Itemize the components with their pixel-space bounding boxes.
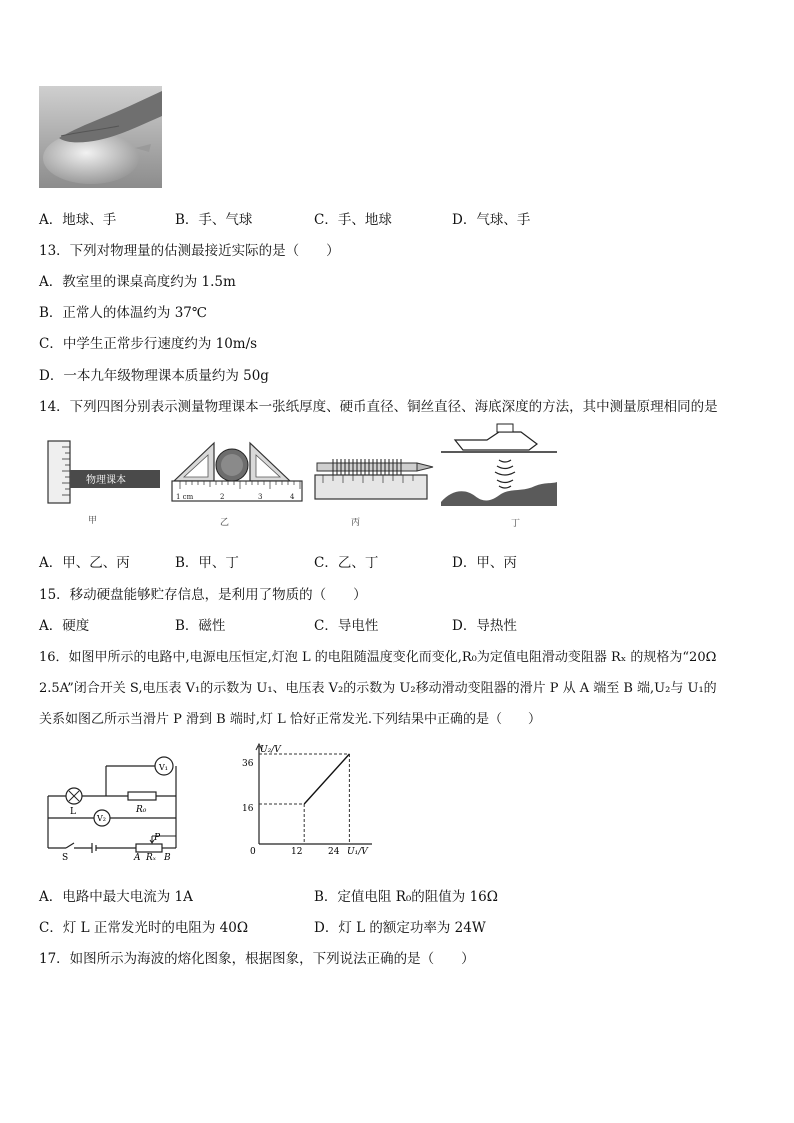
q13-option-b: B．正常人的体温约为 37℃ xyxy=(39,305,207,321)
q14-figure-bing xyxy=(313,437,438,527)
q16-stem-line1: 16．如图甲所示的电路中,电源电压恒定,灯泡 L 的电阻随温度变化而变化,R₀为定值电阻滑动变阻器 Rₓ 的规格为“20Ω xyxy=(39,650,717,665)
hand-balloon-photo xyxy=(39,86,162,188)
q13-option-d: D．一本九年级物理课本质量约为 50g xyxy=(39,368,269,384)
x-tick-24: 24 xyxy=(328,847,340,857)
q16-option-d: D．灯 L 的额定功率为 24W xyxy=(314,920,486,936)
q16-stem-line2: 2.5A”闭合开关 S,电压表 V₁的示数为 U₁、电压表 V₂的示数为 U₂移动滑动变阻器的滑片 P 从 A 端至 B 端,U₂与 U₁的 xyxy=(39,681,717,696)
ruler-tick-1: 1 cm xyxy=(176,493,194,501)
x-tick-0: 0 xyxy=(250,847,256,857)
y-tick-36: 36 xyxy=(242,759,254,769)
figure-label-yi: 乙 xyxy=(220,518,230,527)
q12-option-b: B．手、气球 xyxy=(175,212,253,228)
q15-option-c: C．导电性 xyxy=(314,618,379,634)
q12-option-c: C．手、地球 xyxy=(314,212,392,228)
q13-option-c: C．中学生正常步行速度约为 10m/s xyxy=(39,336,258,352)
ruler-tick-3: 3 xyxy=(258,493,263,501)
q15-option-b: B．磁性 xyxy=(175,618,226,634)
q15-option-a: A．硬度 xyxy=(39,618,90,634)
end-b-label: B xyxy=(164,853,171,862)
q14-figure-yi xyxy=(170,437,305,527)
q16-option-b: B．定值电阻 R₀的阻值为 16Ω xyxy=(314,889,498,905)
q16-stem-line3: 关系如图乙所示当滑片 P 滑到 B 端时,灯 L 恰好正常发光.下列结果中正确的是（ ） xyxy=(39,712,541,727)
figure-label-jia: 甲 xyxy=(88,516,98,526)
q14-stem: 14．下列四图分别表示测量物理课本一张纸厚度、硬币直径、铜丝直径、海底深度的方法，其中测量原理相同的是 xyxy=(39,399,718,415)
y-axis-title: U₂/V xyxy=(260,745,281,755)
q13-option-a: A．教室里的课桌高度约为 1.5m xyxy=(39,274,236,290)
ruler-tick-2: 2 xyxy=(220,493,225,501)
slider-label: P xyxy=(154,833,161,843)
x-tick-12: 12 xyxy=(291,847,303,857)
end-a-label: A xyxy=(134,853,141,862)
q16-circuit-diagram xyxy=(40,750,190,862)
q14-option-b: B．甲、丁 xyxy=(175,555,239,571)
q15-stem: 15．移动硬盘能够贮存信息，是利用了物质的（ ） xyxy=(39,587,367,603)
q16-option-a: A．电路中最大电流为 1A xyxy=(39,889,193,905)
r0-label: R₀ xyxy=(136,805,147,815)
ruler-tick-4: 4 xyxy=(290,493,295,501)
q16-option-c: C．灯 L 正常发光时的电阻为 40Ω xyxy=(39,920,249,936)
lamp-label: L xyxy=(70,807,76,817)
q14-figure-jia xyxy=(46,437,166,527)
v1-label: V₁ xyxy=(159,763,168,772)
series-segment-0 xyxy=(304,754,349,804)
y-tick-16: 16 xyxy=(242,804,254,814)
q15-option-d: D．导热性 xyxy=(452,618,517,634)
figure-label-bing: 丙 xyxy=(351,518,361,527)
rx-label: Rₓ xyxy=(146,853,156,862)
q12-option-a: A．地球、手 xyxy=(39,212,117,228)
q13-stem: 13．下列对物理量的估测最接近实际的是（ ） xyxy=(39,243,340,259)
q14-figure-ding xyxy=(441,410,561,528)
q12-option-d: D．气球、手 xyxy=(452,212,531,228)
q14-option-d: D．甲、丙 xyxy=(452,555,517,571)
switch-label: S xyxy=(62,853,69,862)
q14-option-a: A．甲、乙、丙 xyxy=(39,555,130,571)
x-axis-title: U₁/V xyxy=(347,847,368,857)
v2-label: V₂ xyxy=(97,814,106,823)
q14-option-c: C．乙、丁 xyxy=(314,555,379,571)
figure-label-ding: 丁 xyxy=(511,519,521,528)
q16-voltage-graph xyxy=(240,740,390,860)
q17-stem: 17．如图所示为海波的熔化图象，根据图象，下列说法正确的是（ ） xyxy=(39,951,475,967)
book-label: 物理课本 xyxy=(86,475,126,486)
